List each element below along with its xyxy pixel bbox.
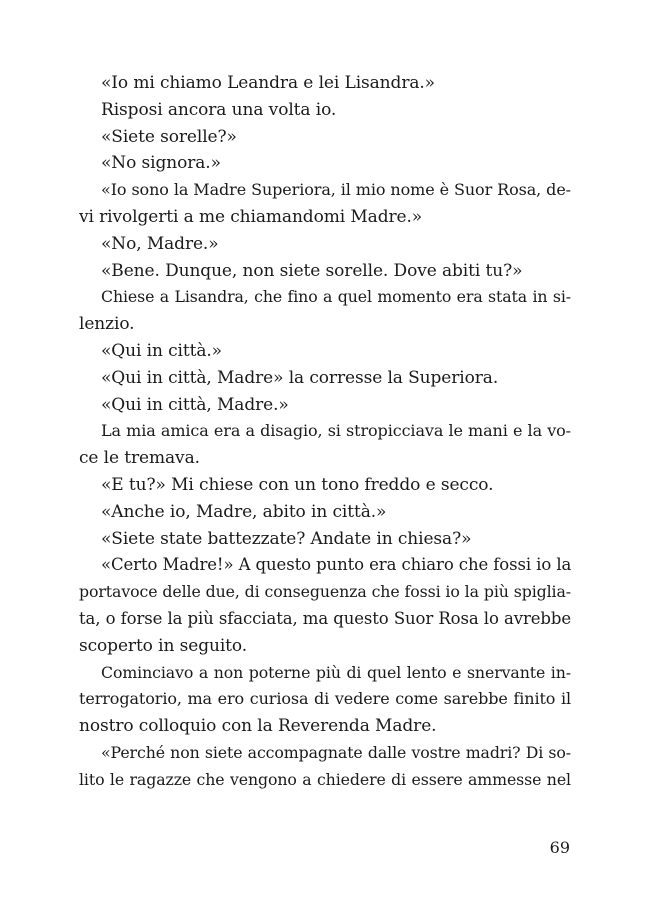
text-line: «Siete sorelle?»: [101, 126, 237, 147]
text-line: «Perché non siete accompagnate dalle vostre madri? Di so-: [101, 742, 571, 762]
text-line: nostro colloquio con la Reverenda Madre.: [79, 716, 437, 737]
text-line: ta, o forse la più sfacciata, ma questo Suor Rosa lo avrebbe: [79, 608, 571, 628]
text-line: «Qui in città, Madre.»: [101, 394, 289, 415]
page-body: [79, 70, 571, 794]
text-line: «Io mi chiamo Leandra e lei Lisandra.»: [101, 73, 435, 93]
text-line: «Siete state battezzate? Andate in chiesa?»: [101, 528, 472, 549]
text-line: vi rivolgerti a me chiamandomi Madre.»: [79, 206, 423, 227]
text-line: Risposi ancora una volta io.: [101, 99, 337, 120]
text-line: lenzio.: [79, 314, 135, 335]
text-line: «Qui in città, Madre» la corresse la Superiora.: [101, 367, 499, 388]
text-line: «Certo Madre!» A questo punto era chiaro che fossi io la: [101, 555, 572, 575]
text-line: «Bene. Dunque, non siete sorelle. Dove abiti tu?»: [101, 260, 523, 281]
text-line: Chiese a Lisandra, che fino a quel momento era stata in si-: [101, 287, 571, 307]
text-line: La mia amica era a disagio, si stropicciava le mani e la vo-: [101, 421, 571, 441]
text-line: «Io sono la Madre Superiora, il mio nome è Suor Rosa, de-: [101, 180, 571, 200]
text-line: portavoce delle due, di conseguenza che fossi io la più spiglia-: [79, 582, 571, 602]
text-line: «No, Madre.»: [101, 233, 219, 254]
page-number: 69: [549, 838, 570, 857]
text-line: ce le tremava.: [79, 448, 200, 469]
text-line: Cominciavo a non poterne più di quel lento e snervante in-: [101, 662, 571, 682]
text-line: «No signora.»: [101, 153, 221, 174]
text-line: lito le ragazze che vengono a chiedere di essere ammesse nel: [79, 769, 571, 789]
text-line: «Qui in città.»: [101, 340, 222, 361]
text-line: scoperto in seguito.: [79, 635, 248, 656]
text-line: «Anche io, Madre, abito in città.»: [101, 501, 387, 522]
text-line: «E tu?» Mi chiese con un tono freddo e secco.: [101, 474, 494, 495]
text-line: terrogatorio, ma ero curiosa di vedere come sarebbe finito il: [79, 689, 571, 709]
